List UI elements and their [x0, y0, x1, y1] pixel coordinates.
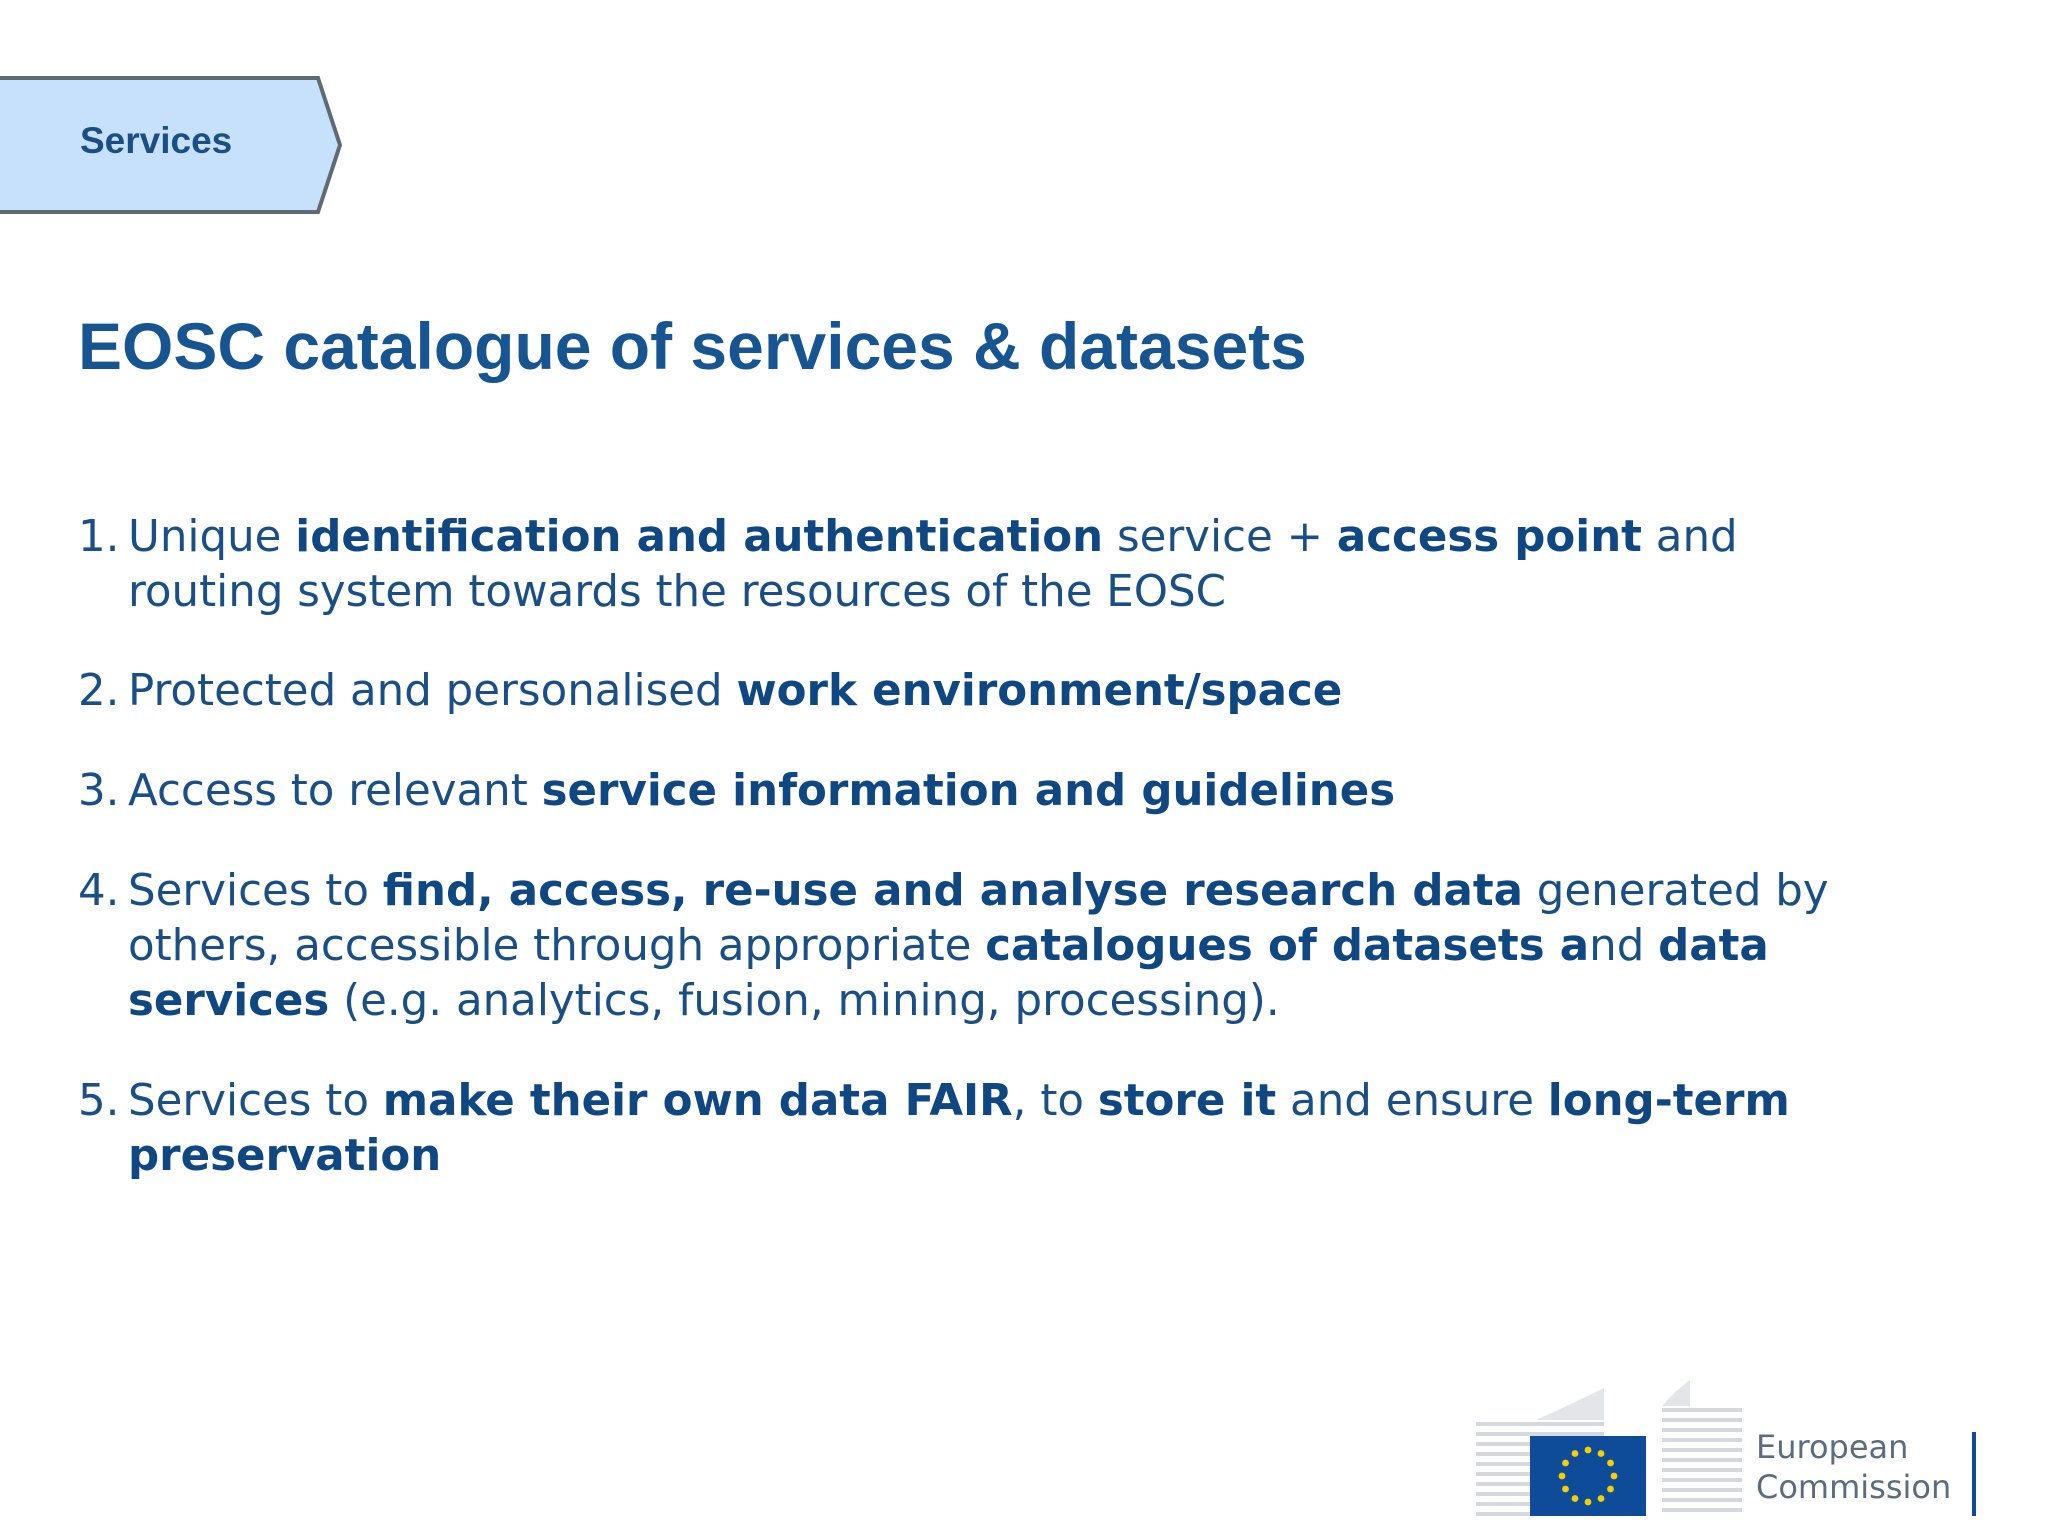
eu-star-icon: [1607, 1460, 1614, 1467]
item-text: Unique: [128, 512, 296, 562]
eu-star-icon: [1598, 1495, 1605, 1502]
item-line: [128, 1074, 1790, 1129]
item-number: 1.: [78, 512, 120, 562]
page-title: EOSC catalogue of services & datasets: [78, 309, 1307, 383]
item-line: [128, 919, 1769, 974]
eu-star-icon: [1562, 1486, 1569, 1493]
eu-star-icon: [1585, 1447, 1592, 1454]
eu-star-icon: [1562, 1460, 1569, 1467]
item-emphasis: preservation: [128, 1131, 442, 1181]
logo-text-european: European: [1756, 1428, 1909, 1466]
eu-star-icon: [1585, 1499, 1592, 1506]
item-line: [128, 1129, 441, 1184]
item-emphasis: make their own data FAIR: [382, 1076, 1013, 1126]
item-emphasis: access point: [1336, 512, 1642, 562]
logo-text-commission: Commission: [1756, 1468, 1952, 1506]
item-text: and ensure: [1276, 1076, 1548, 1126]
item-number: 3.: [78, 766, 120, 816]
item-line: [128, 510, 1738, 565]
european-commission-logo: [1476, 1380, 1986, 1520]
item-number: 4.: [78, 866, 120, 916]
item-emphasis: service information and guidelines: [541, 766, 1396, 816]
item-line: [128, 764, 1395, 819]
item-text: routing system towards the resources of the EOSC: [128, 567, 1227, 617]
eu-star-icon: [1572, 1495, 1579, 1502]
item-emphasis: work environment/space: [736, 666, 1343, 716]
item-text: Services to: [128, 1076, 383, 1126]
item-emphasis: identification and authentication: [295, 512, 1104, 562]
item-text: service +: [1103, 512, 1337, 562]
item-text: generated by: [1522, 866, 1829, 916]
eu-star-icon: [1572, 1450, 1579, 1457]
item-line: [128, 864, 1829, 919]
item-emphasis: services: [128, 976, 330, 1026]
item-emphasis: store it: [1097, 1076, 1277, 1126]
item-number: 2.: [78, 666, 120, 716]
section-tab-label: Services: [80, 120, 233, 161]
section-tab: [0, 76, 346, 214]
item-text: Access to relevant: [128, 766, 542, 816]
item-emphasis: find, access, re-use and analyse research data: [382, 866, 1523, 916]
eu-star-icon: [1598, 1450, 1605, 1457]
item-line: [128, 565, 1226, 620]
item-text: and: [1641, 512, 1738, 562]
item-line: [128, 974, 1280, 1029]
item-text: Services to: [128, 866, 383, 916]
eu-star-icon: [1611, 1473, 1618, 1480]
item-text: Protected and personalised: [128, 666, 737, 716]
item-text: others, accessible through appropriate: [128, 921, 986, 971]
item-text: nd: [1589, 921, 1659, 971]
eu-star-icon: [1607, 1486, 1614, 1493]
item-line: [128, 664, 1342, 719]
item-emphasis: data: [1658, 921, 1769, 971]
item-emphasis: long-term: [1547, 1076, 1790, 1126]
item-emphasis: catalogues of datasets a: [985, 921, 1590, 971]
item-text: (e.g. analytics, fusion, mining, processing).: [329, 976, 1280, 1026]
item-text: , to: [1012, 1076, 1098, 1126]
eu-star-icon: [1559, 1473, 1566, 1480]
item-number: 5.: [78, 1076, 120, 1126]
